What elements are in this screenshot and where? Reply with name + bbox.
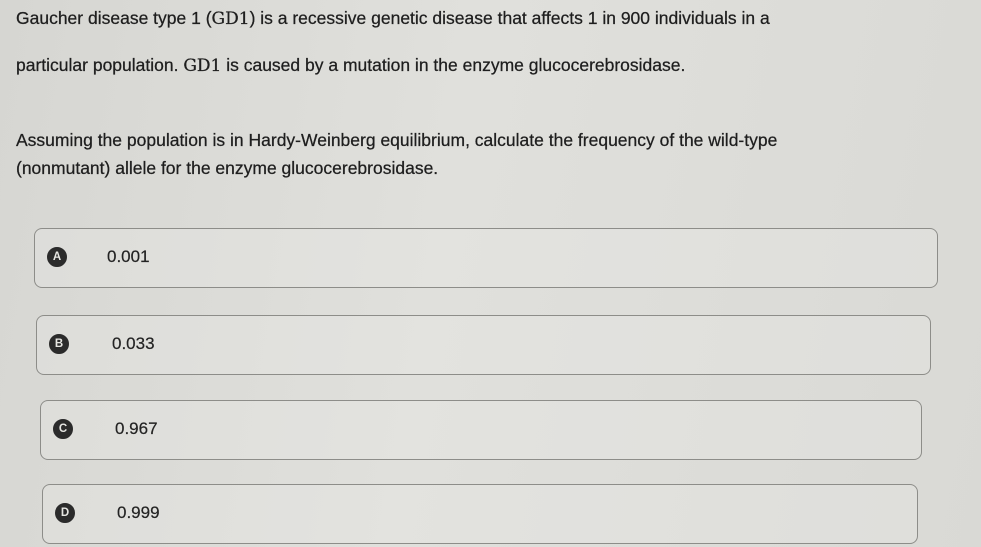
question-line-2: particular population. GD1 is caused by a mutation in the enzyme glucocerebrosidase. [16,55,686,76]
option-d[interactable] [42,484,918,544]
option-b[interactable] [36,315,931,375]
option-value: 0.967 [115,419,158,438]
question-line-3: Assuming the population is in Hardy-Weinberg equilibrium, calculate the frequency of the wild-type [16,130,778,150]
option-letter-badge: C [53,419,73,439]
option-letter-badge: A [47,247,67,267]
option-letter-badge: B [49,334,69,354]
question-line-4: (nonmutant) allele for the enzyme glucocerebrosidase. [16,158,439,178]
option-c[interactable] [40,400,922,460]
option-value: 0.033 [112,334,155,353]
option-value: 0.999 [117,503,160,522]
option-a[interactable] [34,228,938,288]
option-letter-badge: D [55,503,75,523]
option-value: 0.001 [107,247,150,266]
question-line-1: Gaucher disease type 1 (GD1) is a recessive genetic disease that affects 1 in 900 individuals in a [16,8,770,29]
